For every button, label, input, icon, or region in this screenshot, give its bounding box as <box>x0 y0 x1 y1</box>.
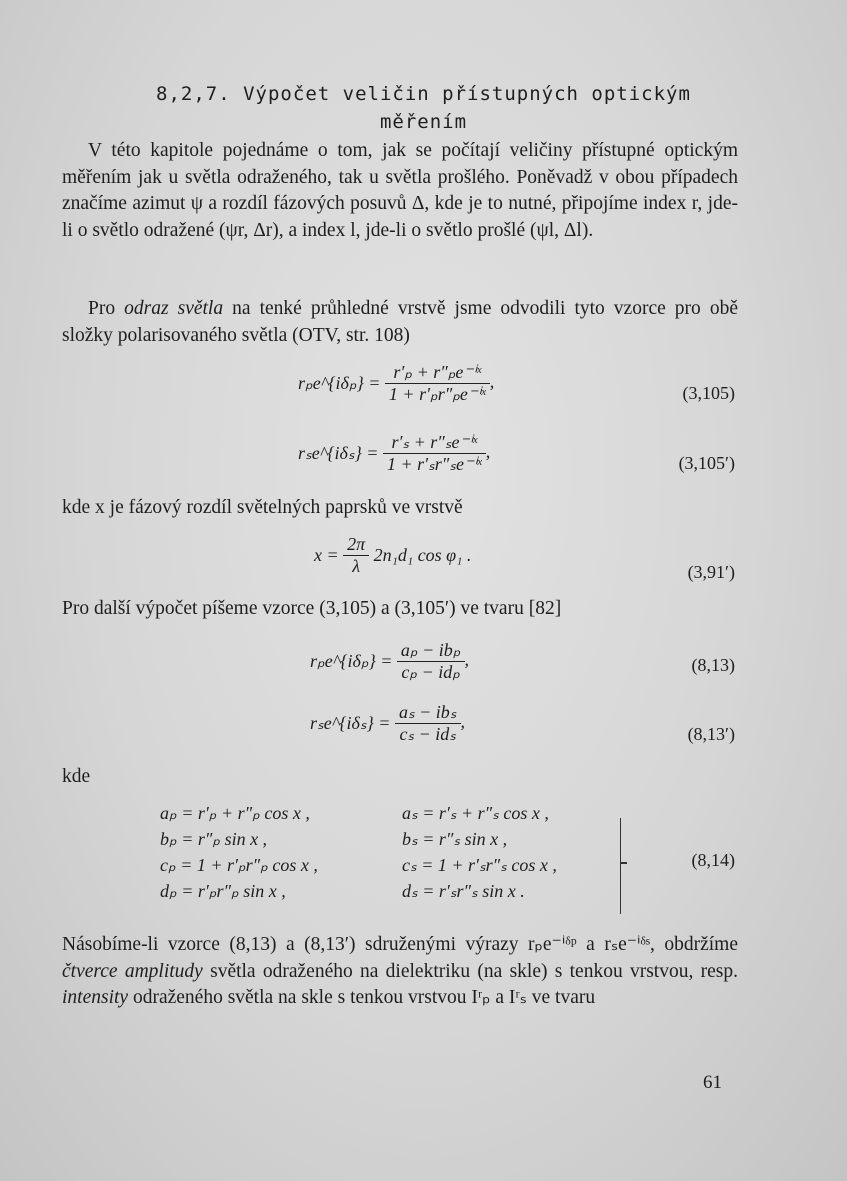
eq1-label: (3,105) <box>682 383 735 403</box>
eq2-denominator: 1 + r′ₛr″ₛe⁻ⁱˣ <box>383 453 486 475</box>
def-bp: bₚ = r″ₚ sin x , <box>160 829 268 849</box>
p5-emphasis-2: intensity <box>62 987 129 1008</box>
eq4-fraction <box>397 640 465 683</box>
eq5-lhs: rₛe^{iδₛ} = <box>310 713 391 733</box>
paragraph-intensity <box>62 932 738 1012</box>
eq3-label: (3,91′) <box>687 562 735 582</box>
eq4-label: (8,13) <box>691 655 735 675</box>
eq2-tail: , <box>485 441 491 462</box>
right-brace <box>606 818 621 914</box>
equation-8-13-prime <box>310 702 465 745</box>
eq1-denominator: 1 + r′ₚr″ₚe⁻ⁱˣ <box>385 383 490 405</box>
eq2-label: (3,105′) <box>678 453 735 473</box>
definitions-p <box>160 800 318 904</box>
equation-8-13 <box>310 640 469 683</box>
section-heading <box>0 80 847 136</box>
eq2-numerator: r′ₛ + r″ₛe⁻ⁱˣ <box>391 432 478 452</box>
equation-3-105-prime <box>298 432 490 475</box>
definitions-s <box>402 800 557 904</box>
eq5-fraction <box>395 702 461 745</box>
def-bs: bₛ = r″ₛ sin x , <box>402 829 508 849</box>
paragraph-reflection <box>62 296 738 349</box>
eq1-fraction <box>385 362 490 405</box>
heading-line-1: 8,2,7. Výpočet veličin přístupných optickým <box>156 83 691 105</box>
p5-text-c: odraženého světla na skle s tenkou vrstvou Iʳₚ a Iʳₛ ve tvaru <box>128 987 596 1008</box>
eq3-fraction <box>343 534 369 577</box>
eq4-numerator: aₚ − ibₚ <box>400 640 461 660</box>
equation-3-105 <box>298 362 494 405</box>
eq2-fraction <box>383 432 486 475</box>
paragraph-intro: V této kapitole pojednáme o tom, jak se počítají veličiny přístupné optickým měřením jak u světla odraženého, tak u světla prošlého. Poněvadž v obou případech značíme azimut ψ a rozdíl fázových posuvů Δ, kde je to nutné, připojíme index r, jde-li o světlo odražené (ψr, Δr), a index l, jde-li o světlo prošlé (ψl, Δl). <box>62 140 738 241</box>
kde-label: kde <box>62 766 91 787</box>
p5-text-a: Násobíme-li vzorce (8,13) a (8,13′) sdruženými výrazy rₚe⁻ⁱᵟᵖ a rₛe⁻ⁱᵟˢ, obdržíme <box>62 934 738 955</box>
eq3-denominator: λ <box>343 555 369 577</box>
eq3-lhs: x = <box>314 545 339 565</box>
p2-text-b: na tenké průhledné vrstvě jsme odvodili tyto vzorce pro obě složky polarisovaného světla (OTV, str. 108) <box>62 298 738 346</box>
eq5-label: (8,13′) <box>687 724 735 744</box>
eq4-tail: , <box>464 649 469 670</box>
heading-line-2: měřením <box>379 111 468 133</box>
paragraph-further: Pro další výpočet píšeme vzorce (3,105) a (3,105′) ve tvaru [82] <box>62 598 562 619</box>
def-ds: dₛ = r′ₛr″ₛ sin x . <box>402 881 525 901</box>
eq5-numerator: aₛ − ibₛ <box>398 702 457 722</box>
page-number: 61 <box>703 1072 722 1093</box>
eq3-rest: 2n₁d₁ cos φ₁ . <box>373 545 472 565</box>
eq3-numerator: 2π <box>347 534 366 554</box>
paragraph-phase: kde x je fázový rozdíl světelných paprsků ve vrstvě <box>62 497 463 518</box>
equation-3-91-prime <box>314 534 471 577</box>
p2-emphasis: odraz světla <box>124 298 224 319</box>
eq6-label: (8,14) <box>691 850 735 870</box>
eq1-lhs: rₚe^{iδₚ} = <box>298 373 381 393</box>
def-cs: cₛ = 1 + r′ₛr″ₛ cos x , <box>402 855 557 875</box>
def-ap: aₚ = r′ₚ + r″ₚ cos x , <box>160 803 310 823</box>
def-as: aₛ = r′ₛ + r″ₛ cos x , <box>402 803 549 823</box>
eq4-lhs: rₚe^{iδₚ} = <box>310 651 393 671</box>
p5-emphasis-1: čtverce amplitudy <box>62 960 203 982</box>
def-dp: dₚ = r′ₚr″ₚ sin x , <box>160 881 286 901</box>
eq5-denominator: cₛ − idₛ <box>395 723 461 745</box>
eq4-denominator: cₚ − idₚ <box>397 661 465 683</box>
def-cp: cₚ = 1 + r′ₚr″ₚ cos x , <box>160 855 318 875</box>
eq5-tail: , <box>460 711 466 732</box>
eq1-tail: , <box>489 371 495 392</box>
p5-text-b: světla odraženého na dielektriku (na skle) s tenkou vrstvou, resp. <box>202 960 738 982</box>
eq1-numerator: r′ₚ + r″ₚe⁻ⁱˣ <box>393 362 482 382</box>
eq2-lhs: rₛe^{iδₛ} = <box>298 443 379 463</box>
p2-text-a: Pro <box>88 298 125 319</box>
